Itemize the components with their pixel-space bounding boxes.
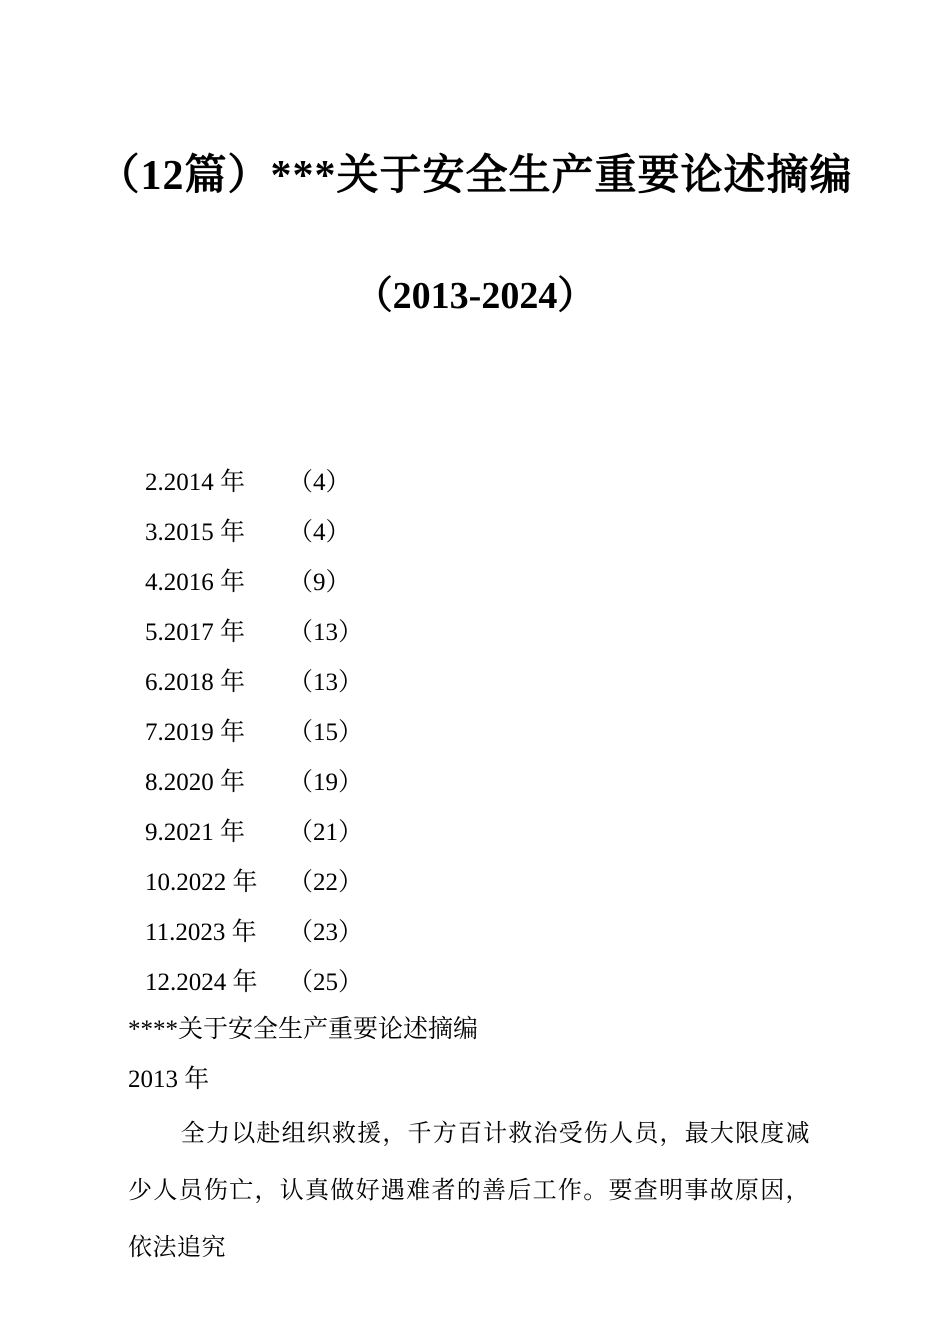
toc-entry-page: （4）: [288, 469, 351, 496]
toc-entry-label: 12.2024 年: [145, 969, 258, 996]
toc-row: [145, 705, 825, 755]
toc-entry-page: （13）: [288, 669, 364, 696]
toc-entry-page: （13）: [288, 619, 364, 646]
page-subtitle: （2013-2024）: [354, 275, 596, 317]
toc-row: [145, 455, 825, 505]
toc-entry-page: （9）: [288, 569, 351, 596]
toc-entry-page: （22）: [288, 869, 364, 896]
toc-entry-label: 5.2017 年: [145, 619, 246, 646]
toc-row: [145, 855, 825, 905]
toc-row: [145, 505, 825, 555]
toc-entry-label: 8.2020 年: [145, 769, 246, 796]
toc-entry-label: 2.2014 年: [145, 469, 246, 496]
page-title: （12篇）***关于安全生产重要论述摘编: [97, 153, 853, 199]
body-paragraph: 全力以赴组织救援，千方百计救治受伤人员，最大限度减少人员伤亡，认真做好遇难者的善后工作。要查明事故原因，依法追究: [128, 1121, 810, 1261]
toc-entry-label: 7.2019 年: [145, 719, 246, 746]
toc-entry-label: 9.2021 年: [145, 819, 246, 846]
toc-entry-page: （21）: [288, 819, 364, 846]
toc-entry-label: 4.2016 年: [145, 569, 246, 596]
toc-row: [145, 805, 825, 855]
toc-entry-label: 10.2022 年: [145, 869, 258, 896]
toc-row: [145, 755, 825, 805]
table-of-contents: [145, 455, 825, 1005]
toc-entry-label: 6.2018 年: [145, 669, 246, 696]
year-heading: 2013 年: [128, 1066, 210, 1093]
toc-entry-page: （19）: [288, 769, 364, 796]
toc-entry-page: （23）: [288, 919, 364, 946]
toc-entry-label: 3.2015 年: [145, 519, 246, 546]
toc-entry-label: 11.2023 年: [145, 919, 257, 946]
toc-row: [145, 655, 825, 705]
section-heading: ****关于安全生产重要论述摘编: [128, 1016, 479, 1043]
toc-entry-page: （15）: [288, 719, 364, 746]
toc-entry-page: （25）: [288, 969, 364, 996]
toc-row: [145, 905, 825, 955]
toc-row: [145, 555, 825, 605]
toc-row: [145, 955, 825, 1005]
toc-row: [145, 605, 825, 655]
toc-entry-page: （4）: [288, 519, 351, 546]
